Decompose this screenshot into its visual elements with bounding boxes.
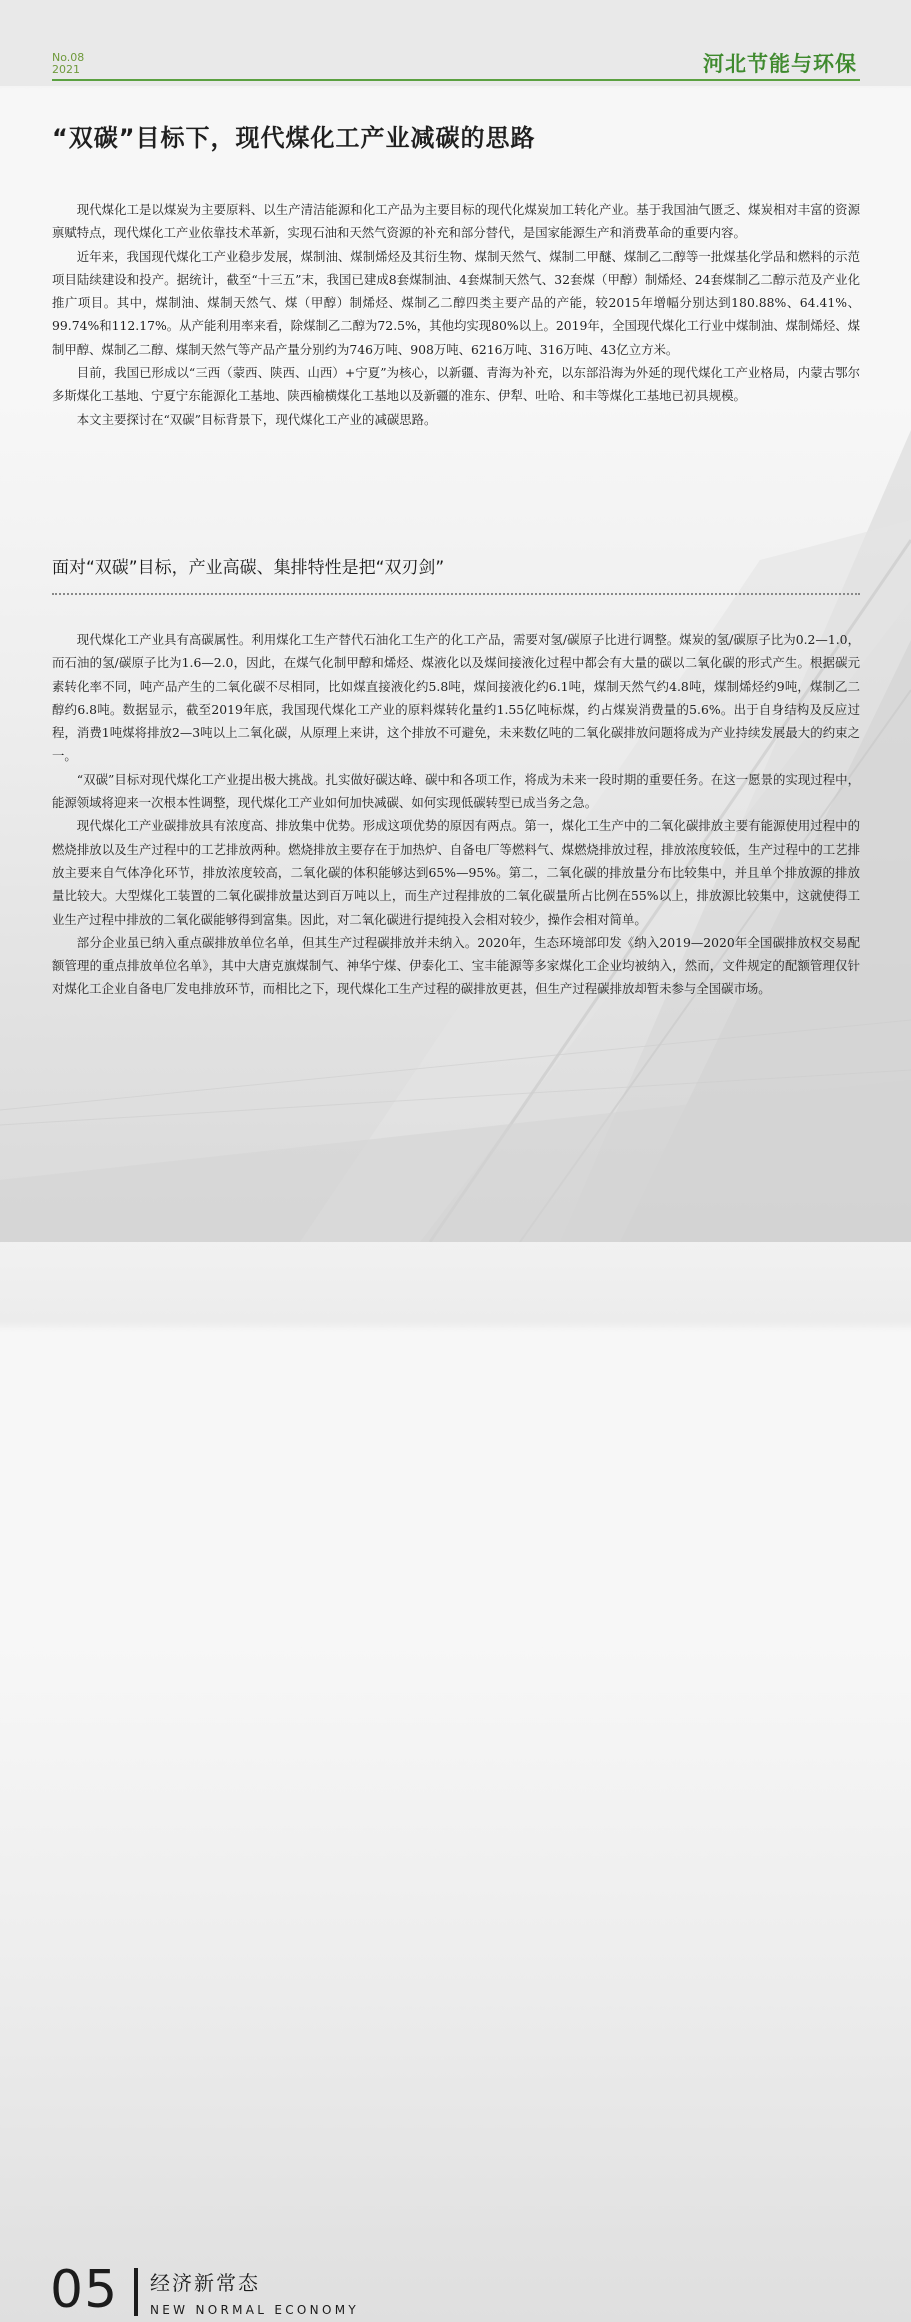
section-paragraph: 部分企业虽已纳入重点碳排放单位名单，但其生产过程碳排放并未纳入。2020年，生态环境部印发《纳入2019—2020年全国碳排放权交易配额管理的重点排放单位名单》，其中大唐克旗煤制气、神华宁煤、伊泰化工、宝丰能源等多家煤化工企业均被纳入，然而，文件规定的配额管理仅针对煤化工企业自备电厂发电排放环节，而相比之下，现代煤化工生产过程的碳排放更甚，但生产过程碳排放却暂未参与全国碳市场。 [52, 934, 860, 997]
footer-vertical-bar [134, 2268, 138, 2316]
column-title-english: NEW NORMAL ECONOMY [150, 2303, 359, 2317]
intro-paragraph: 现代煤化工是以煤炭为主要原料、以生产清洁能源和化工产品为主要目标的现代化煤炭加工转化产业。基于我国油气匮乏、煤炭相对丰富的资源禀赋特点，现代煤化工产业依靠技术革新，实现石油和天然气资源的补充和部分替代，是国家能源生产和消费革命的重要内容。 [52, 202, 860, 241]
header-divider [52, 79, 860, 81]
intro-paragraph: 本文主要探讨在“双碳”目标背景下，现代煤化工产业的减碳思路。 [76, 411, 437, 427]
section-paragraph: 现代煤化工产业碳排放具有浓度高、排放集中优势。形成这项优势的原因有两点。第一，煤化工生产中的二氧化碳排放主要有能源使用过程中的燃烧排放以及生产过程中的工艺排放两种。燃烧排放主要存在于加热炉、自备电厂等燃料气、煤燃烧排放过程，排放浓度较低，生产过程中的工艺排放主要来自气体净化环节，排放浓度较高，二氧化碳的体积能够达到65%—95%。第二，二氧化碳的排放量分布比较集中，并且单个排放源的排放量比较大。大型煤化工装置的二氧化碳排放量达到百万吨以上，而生产过程排放的二氧化碳量所占比例在55%以上，排放源比较集中，这就使得工业生产过程中排放的二氧化碳能够得到富集。因此，对二氧化碳进行提纯投入会相对较少，操作会相对简单。 [52, 818, 860, 927]
section-divider [52, 593, 860, 595]
issue-info [52, 52, 84, 76]
section-heading: 面对“双碳”目标，产业高碳、集排特性是把“双刃剑” [52, 558, 445, 578]
issue-number: No.08 [52, 51, 85, 64]
magazine-name: 河北节能与环保 [703, 52, 857, 76]
issue-year: 2021 [52, 63, 80, 76]
page-number: 05 [50, 2260, 119, 2320]
intro-paragraph: 近年来，我国现代煤化工产业稳步发展，煤制油、煤制烯烃及其衍生物、煤制天然气、煤制二甲醚、煤制乙二醇等一批煤基化学品和燃料的示范项目陆续建设和投产。据统计，截至“十三五”末，我国已建成8套煤制油、4套煤制天然气、32套煤（甲醇）制烯烃、24套煤制乙二醇示范及产业化推广项目。其中，煤制油、煤制天然气、煤（甲醇）制烯烃、煤制乙二醇四类主要产品的产能，较2015年增幅分别达到180.88%、64.41%、99.74%和112.17%。从产能利用率来看，除煤制乙二醇为72.5%，其他均实现80%以上。2019年，全国现代煤化工行业中煤制油、煤制烯烃、煤制甲醇、煤制乙二醇、煤制天然气等产品产量分别约为746万吨、908万吨、6216万吨、316万吨、43亿立方米。 [52, 248, 860, 357]
page-header [0, 0, 911, 86]
intro-text [52, 198, 860, 431]
article-title: “双碳”目标下，现代煤化工产业减碳的思路 [52, 124, 536, 152]
section-text [52, 628, 860, 1001]
page-footer [0, 1128, 911, 2320]
intro-paragraph: 目前，我国已形成以“三西（蒙西、陕西、山西）+宁夏”为核心，以新疆、青海为补充，以东部沿海为外延的现代煤化工产业格局，内蒙古鄂尔多斯煤化工基地、宁夏宁东能源化工基地、陕西榆横煤化工基地以及新疆的准东、伊犁、吐哈、和丰等煤化工基地已初具规模。 [52, 365, 860, 404]
section-paragraph: 现代煤化工产业具有高碳属性。利用煤化工生产替代石油化工生产的化工产品，需要对氢/碳原子比进行调整。煤炭的氢/碳原子比为0.2—1.0，而石油的氢/碳原子比为1.6—2.0，因此，在煤气化制甲醇和烯烃、煤液化以及煤间接液化过程中都会有大量的碳以二氧化碳的形式产生。根据碳元素转化率不同，吨产品产生的二氧化碳不尽相同，比如煤直接液化约5.8吨，煤间接液化约6.1吨，煤制天然气约4.8吨，煤制烯烃约9吨，煤制乙二醇约6.8吨。数据显示，截至2019年底，我国现代煤化工产业的原料煤转化量约1.55亿吨标煤，约占煤炭消费量的5.6%。出于自身结构及反应过程，消费1吨煤将排放2—3吨以上二氧化碳，从原理上来讲，这个排放不可避免，未来数亿吨的二氧化碳排放问题将成为产业持续发展最大的约束之一。 [52, 632, 860, 764]
section-paragraph: “双碳”目标对现代煤化工产业提出极大挑战。扎实做好碳达峰、碳中和各项工作，将成为未来一段时期的重要任务。在这一愿景的实现过程中，能源领域将迎来一次根本性调整，现代煤化工产业如何加快减碳、如何实现低碳转型已成当务之急。 [52, 771, 860, 811]
column-title-chinese: 经济新常态 [150, 2271, 260, 2295]
